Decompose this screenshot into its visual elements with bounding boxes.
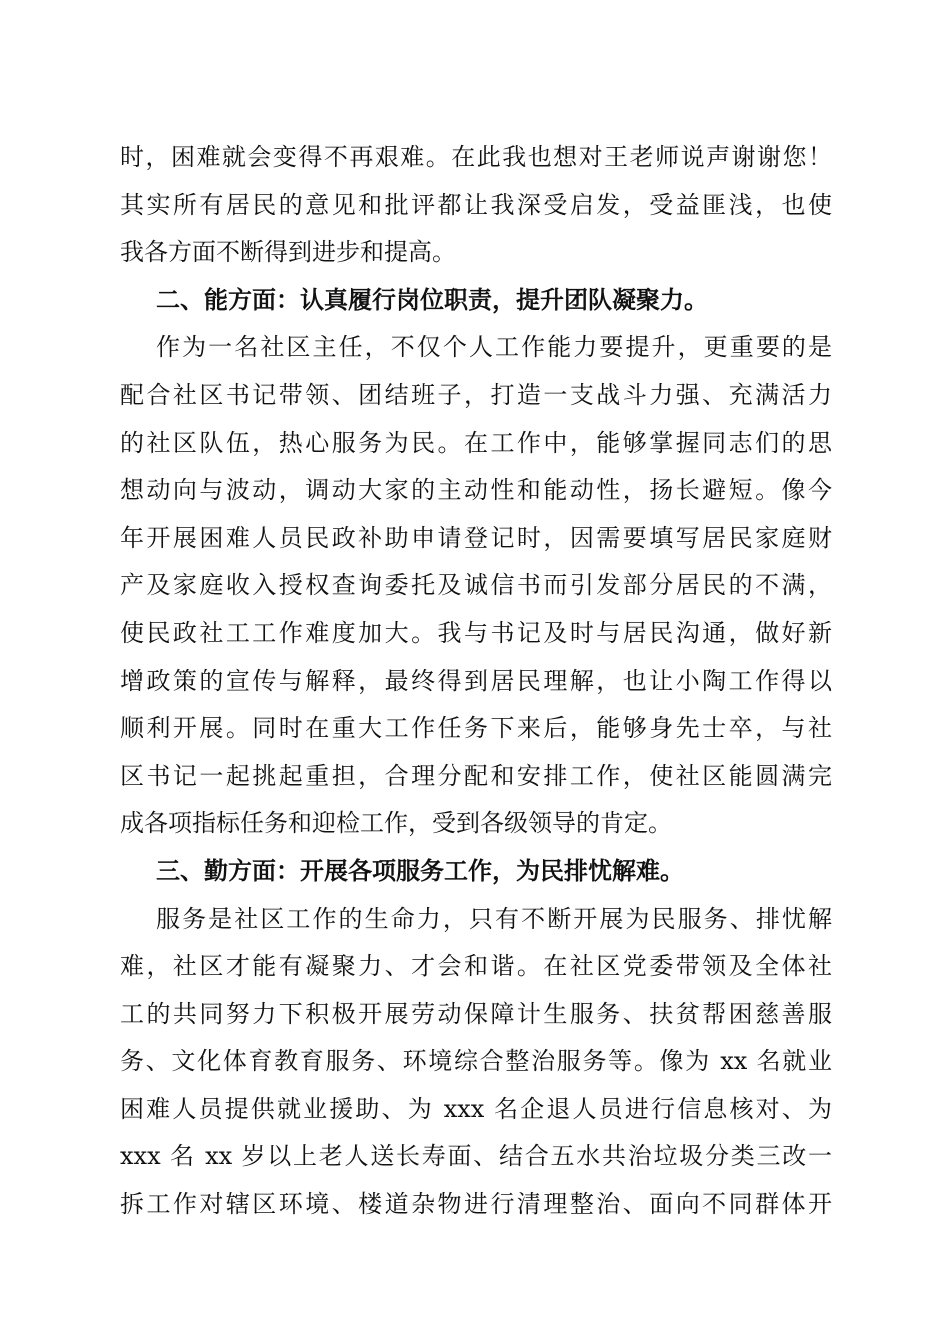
body-text-line: 难，社区才能有凝聚力、才会和谐。在社区党委带领及全体社: [120, 952, 832, 981]
body-text-line: 增政策的宣传与解释，最终得到居民理解，也让小陶工作得以: [120, 666, 832, 695]
body-text-line: 区书记一起挑起重担，合理分配和安排工作，使社区能圆满完: [120, 761, 832, 790]
body-text-line: 使民政社工工作难度加大。我与书记及时与居民沟通，做好新: [120, 618, 832, 647]
section-heading: 二、能方面：认真履行岗位职责，提升团队凝聚力。: [156, 285, 708, 314]
body-text-line: 想动向与波动，调动大家的主动性和能动性，扬长避短。像今: [120, 476, 832, 505]
body-text-line: 年开展困难人员民政补助申请登记时，因需要填写居民家庭财: [120, 523, 832, 552]
body-text-line: xxx 名 xx 岁以上老人送长寿面、结合五水共治垃圾分类三改一: [120, 1142, 832, 1171]
body-text-line: 产及家庭收入授权查询委托及诚信书而引发部分居民的不满，: [120, 571, 832, 600]
paragraph-first-line: 作为一名社区主任，不仅个人工作能力要提升，更重要的是: [156, 333, 832, 362]
paragraph-last-line: 我各方面不断得到进步和提高。: [120, 238, 456, 267]
body-text-line: 其实所有居民的意见和批评都让我深受启发，受益匪浅，也使: [120, 190, 832, 219]
body-text-line: 配合社区书记带领、团结班子，打造一支战斗力强、充满活力: [120, 380, 832, 409]
body-text-line: 的社区队伍，热心服务为民。在工作中，能够掌握同志们的思: [120, 428, 832, 457]
body-text-line: 顺利开展。同时在重大工作任务下来后，能够身先士卒，与社: [120, 714, 832, 743]
body-text-line: 工的共同努力下积极开展劳动保障计生服务、扶贫帮困慈善服: [120, 999, 832, 1028]
paragraph-first-line: 服务是社区工作的生命力，只有不断开展为民服务、排忧解: [156, 904, 832, 933]
document-body: [120, 134, 832, 1229]
body-text-line: 务、文化体育教育服务、环境综合整治服务等。像为 xx 名就业: [120, 1047, 832, 1076]
body-text-line: 困难人员提供就业援助、为 xxx 名企退人员进行信息核对、为: [120, 1094, 832, 1123]
section-heading: 三、勤方面：开展各项服务工作，为民排忧解难。: [156, 856, 684, 885]
body-text-line: 拆工作对辖区环境、楼道杂物进行清理整治、面向不同群体开: [120, 1190, 832, 1219]
paragraph-last-line: 成各项指标任务和迎检工作，受到各级领导的肯定。: [120, 809, 672, 838]
body-text-line: 时，困难就会变得不再艰难。在此我也想对王老师说声谢谢您！: [120, 143, 832, 171]
